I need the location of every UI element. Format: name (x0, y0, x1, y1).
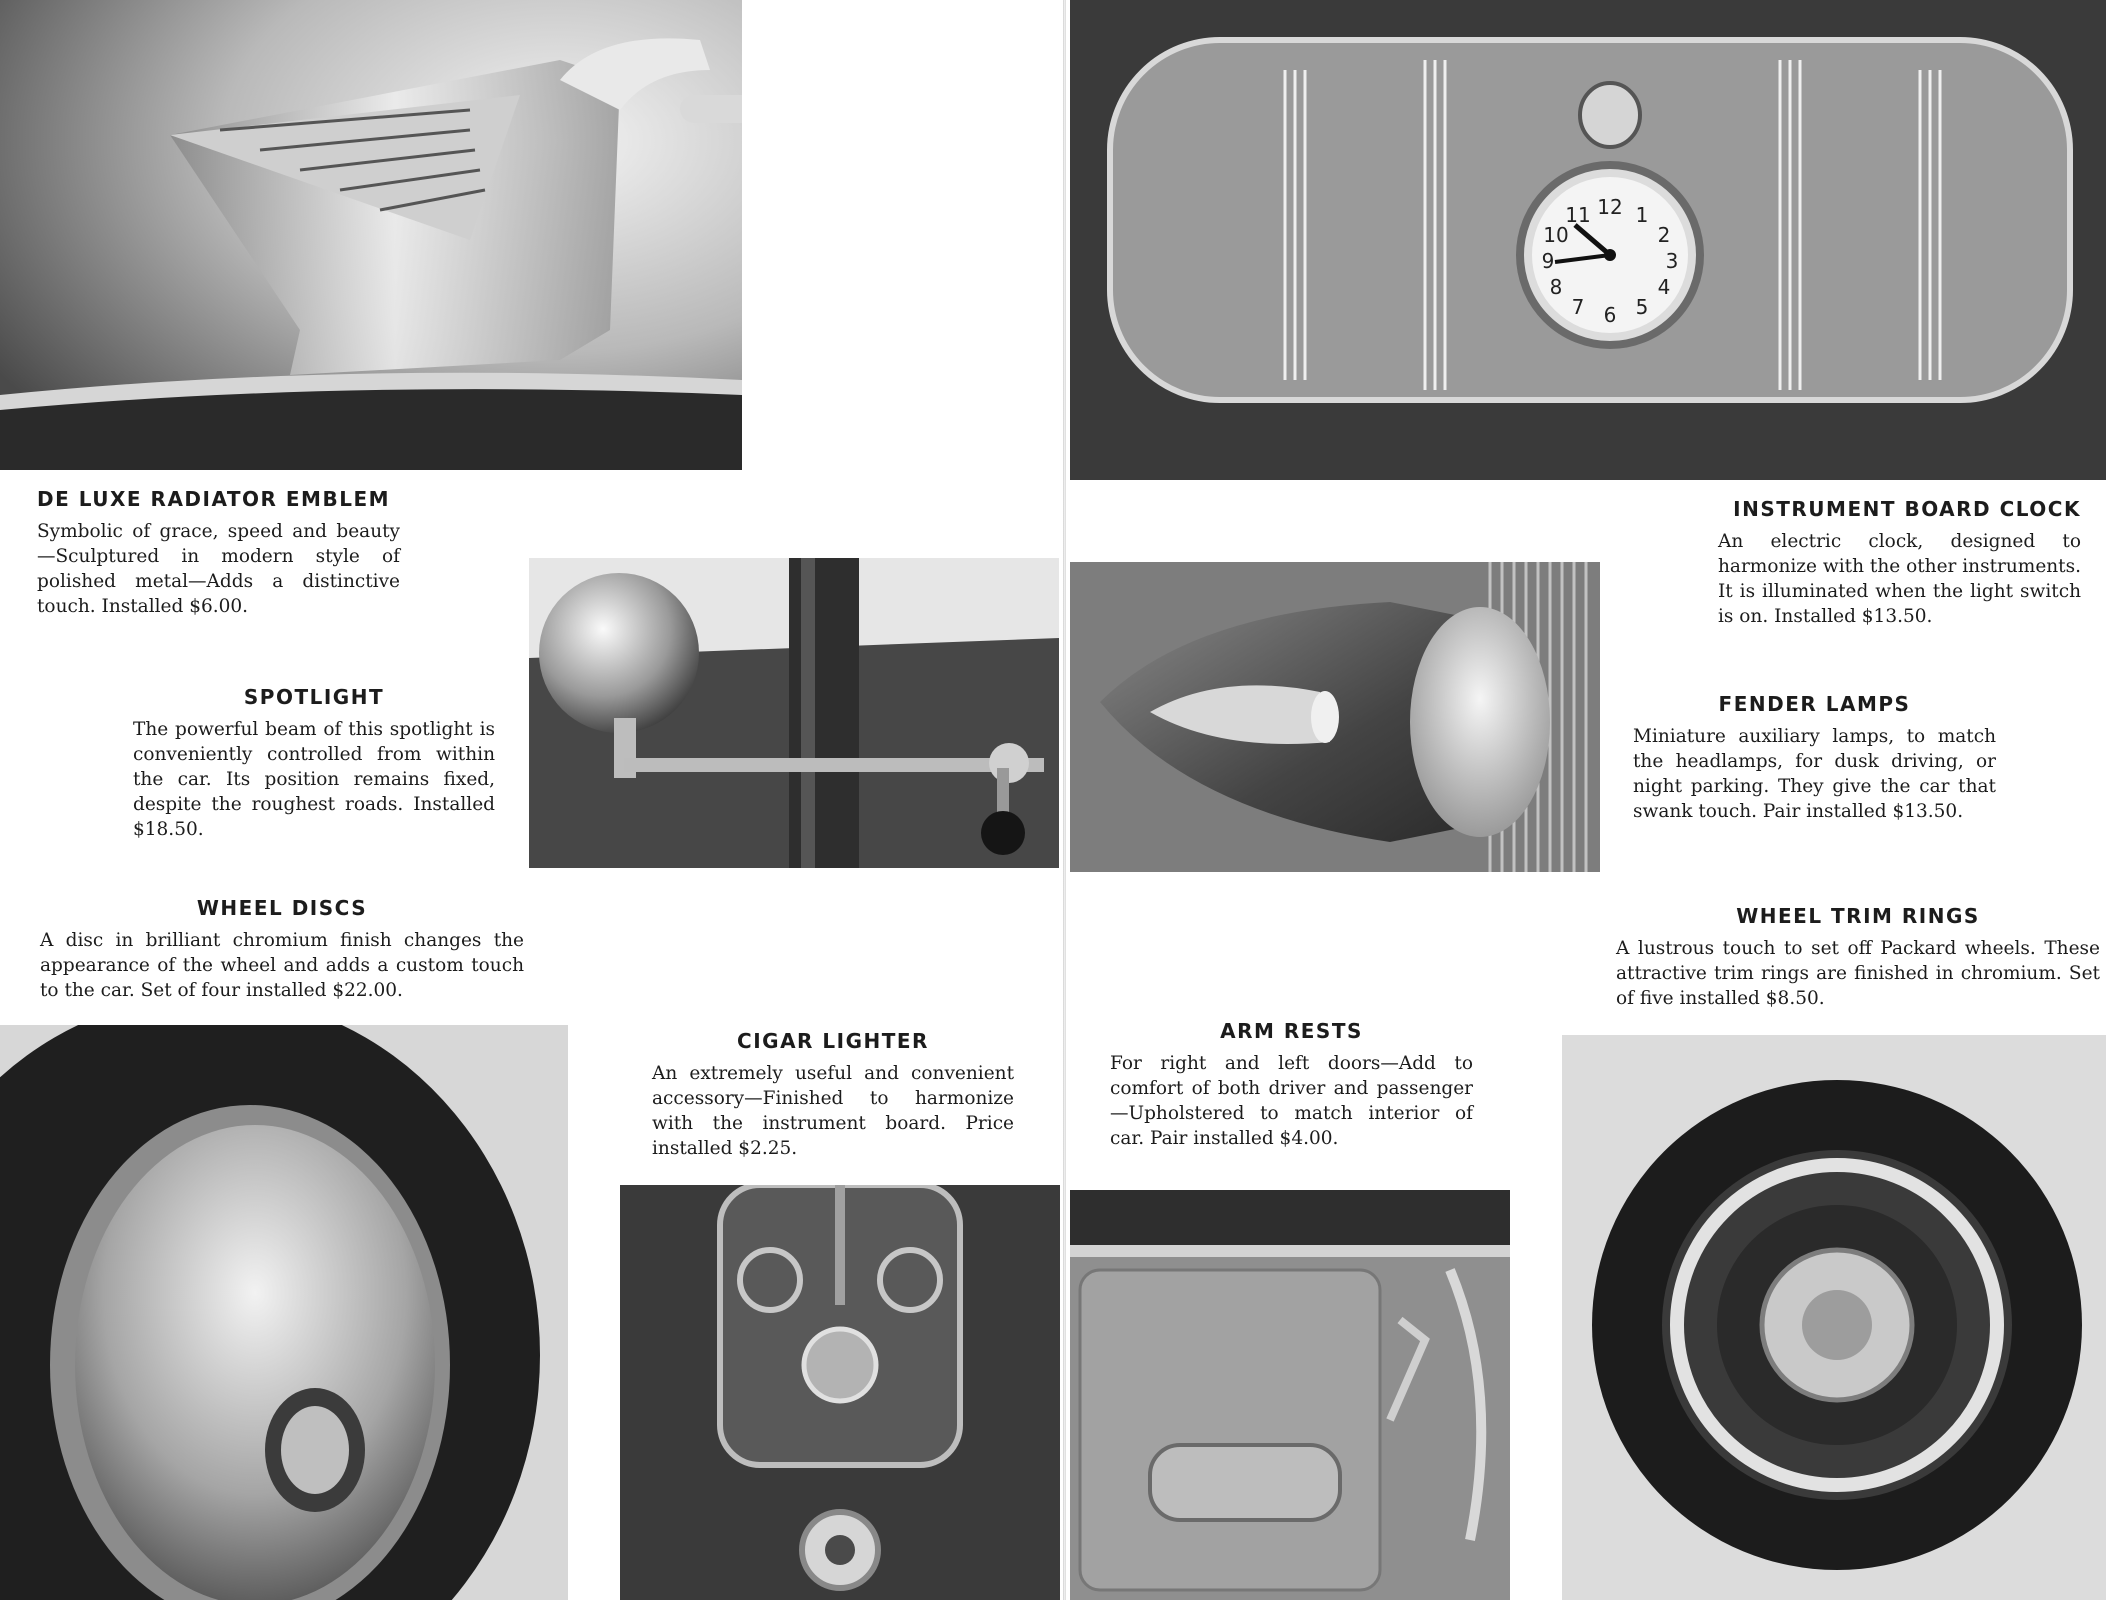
clock-numeral: 9 (1541, 249, 1555, 273)
fender-lamps-body: Miniature auxiliary lamps, to match the headlamps, for dusk driving, or night parking. They give the car that swank touch. Pair installed $13.50. (1633, 726, 1996, 822)
wheel-disc-photo (0, 1025, 568, 1600)
clock-title: INSTRUMENT BOARD CLOCK (1733, 497, 2081, 521)
radiator-emblem-photo (0, 0, 742, 470)
clock-numeral: 11 (1565, 203, 1591, 227)
arm-rests-body: For right and left doors—Add to comfort of both driver and passenger—Upholstered to match interior of car. Pair installed $4.00. (1110, 1053, 1473, 1149)
spotlight-body: The powerful beam of this spotlight is conveniently controlled from within the car. Its position remains fixed, despite the roughest roads. Installed $18.50. (133, 719, 495, 840)
wheel-trim-ring-photo (1562, 1035, 2106, 1600)
clock-numeral: 1 (1635, 203, 1649, 227)
trim-rings-title: WHEEL TRIM RINGS (1736, 904, 1980, 928)
instrument-board-clock-photo (1070, 0, 2106, 480)
emblem-body: Symbolic of grace, speed and beauty—Sculptured in modern style of polished metal—Adds a distinctive touch. Installed $6.00. (37, 521, 400, 617)
wheel-discs-body: A disc in brilliant chromium finish changes the appearance of the wheel and adds a custom touch to the car. Set of four installed $22.00. (40, 930, 524, 1001)
spotlight-title: SPOTLIGHT (243, 685, 385, 709)
clock-description (1718, 497, 2081, 629)
clock-body: An electric clock, designed to harmonize with the other instruments. It is illuminated when the light switch is on. Installed $13.50. (1718, 531, 2081, 627)
clock-numeral: 2 (1657, 223, 1671, 247)
clock-numeral: 8 (1549, 275, 1563, 299)
cigar-lighter-photo (620, 1185, 1060, 1600)
arm-rest-photo (1070, 1190, 1510, 1600)
trim-rings-description (1616, 904, 2100, 1011)
clock-numeral: 3 (1665, 249, 1679, 273)
emblem-description (37, 487, 400, 619)
clock-numeral: 6 (1603, 303, 1617, 327)
fender-lamps-title: FENDER LAMPS (1718, 692, 1911, 716)
arm-rests-description (1110, 1019, 1473, 1151)
spotlight-photo (529, 558, 1059, 868)
cigar-lighter-body: An extremely useful and convenient accessory—Finished to harmonize with the instrument board. Price installed $2.25. (652, 1063, 1014, 1159)
trim-rings-body: A lustrous touch to set off Packard wheels. These attractive trim rings are finished in chromium. Set of five installed $8.50. (1616, 938, 2100, 1009)
cigar-lighter-title: CIGAR LIGHTER (737, 1029, 929, 1053)
wheel-discs-description (40, 896, 524, 1003)
cigar-lighter-description (652, 1029, 1014, 1161)
arm-rests-title: ARM RESTS (1220, 1019, 1363, 1043)
wheel-discs-title: WHEEL DISCS (196, 896, 368, 920)
clock-numeral: 7 (1571, 295, 1585, 319)
clock-numeral: 10 (1543, 223, 1569, 247)
fender-lamps-description (1633, 692, 1996, 824)
page-gutter (1063, 0, 1066, 1600)
clock-numeral: 12 (1597, 195, 1623, 219)
fender-lamp-photo (1070, 562, 1600, 872)
emblem-title: DE LUXE RADIATOR EMBLEM (37, 487, 391, 511)
clock-numeral: 4 (1657, 275, 1671, 299)
clock-numeral: 5 (1635, 295, 1649, 319)
spotlight-description (133, 685, 495, 842)
